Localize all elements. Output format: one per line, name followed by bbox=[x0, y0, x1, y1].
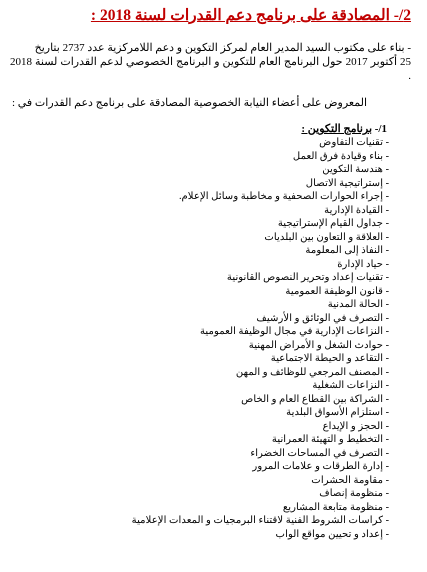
list-item: - إجراء الحوارات الصحفية و مخاطبة وسائل الإعلام. bbox=[132, 190, 389, 204]
subsection-number: 1/- bbox=[374, 123, 387, 135]
list-item: - المصنف المرجعي للوظائف و المهن bbox=[132, 366, 389, 380]
list-item: - جداول القيام الإستراتيجية bbox=[132, 217, 389, 231]
list-item: - بناء وقيادة فرق العمل bbox=[132, 150, 389, 164]
list-item: - حياد الإدارة bbox=[132, 258, 389, 272]
subsection-heading bbox=[301, 122, 387, 136]
list-item: - الحجز و الإيداع bbox=[132, 420, 389, 434]
list-item: - إعداد و تحيين مواقع الواب bbox=[132, 528, 389, 542]
list-item: - تقنيات إعداد وتحرير النصوص القانونية bbox=[132, 271, 389, 285]
list-item: - النزاعات الشغلية bbox=[132, 379, 389, 393]
intro-line-1: - بناء على مكتوب السيد المدير العام لمركز التكوين و دعم اللامركزية عدد 2737 بتاريخ bbox=[34, 42, 411, 54]
offered-statement: المعروض على أعضاء النيابة الخصوصية المصادقة على برنامج دعم القدرات في : bbox=[11, 97, 367, 109]
list-item: - استلزام الأسواق البلدية bbox=[132, 406, 389, 420]
list-item: - منظومة متابعة المشاريع bbox=[132, 501, 389, 515]
list-item: - مقاومة الحشرات bbox=[132, 474, 389, 488]
list-item: - قانون الوظيفة العمومية bbox=[132, 285, 389, 299]
section-heading: 2/- المصادقة على برنامج دعم القدرات لسنة 2018 : bbox=[90, 7, 411, 24]
list-item: - الشراكة بين القطاع العام و الخاص bbox=[132, 393, 389, 407]
list-item: - إدارة الطرقات و علامات المرور bbox=[132, 460, 389, 474]
list-item: - التقاعد و الحيطة الاجتماعية bbox=[132, 352, 389, 366]
intro-line-2: 25 أكتوبر 2017 حول البرنامج العام للتكوين و البرنامج الخصوصي لدعم القدرات لسنة 2018 . bbox=[10, 56, 412, 82]
subsection-title: برنامج التكوين : bbox=[301, 123, 373, 135]
list-item: - منظومة إنصاف bbox=[132, 487, 389, 501]
list-item: - التصرف في المساحات الخضراء bbox=[132, 447, 389, 461]
list-item: - كراسات الشروط الفنية لاقتناء البرمجيات و المعدات الإعلامية bbox=[132, 514, 389, 528]
training-program-list bbox=[132, 136, 389, 541]
list-item: - هندسة التكوين bbox=[132, 163, 389, 177]
list-item: - التصرف في الوثائق و الأرشيف bbox=[132, 312, 389, 326]
list-item: - إستراتيجية الاتصال bbox=[132, 177, 389, 191]
list-item: - التخطيط و التهيئة العمرانية bbox=[132, 433, 389, 447]
intro-paragraph bbox=[10, 41, 411, 83]
list-item: - الحالة المدنية bbox=[132, 298, 389, 312]
list-item: - النزاعات الإدارية في مجال الوظيفة العمومية bbox=[132, 325, 389, 339]
list-item: - القيادة الإدارية bbox=[132, 204, 389, 218]
list-item: - العلاقة و التعاون بين البلديات bbox=[132, 231, 389, 245]
list-item: - تقنيات التفاوض bbox=[132, 136, 389, 150]
list-item: - النفاذ إلى المعلومة bbox=[132, 244, 389, 258]
list-item: - حوادث الشغل و الأمراض المهنية bbox=[132, 339, 389, 353]
